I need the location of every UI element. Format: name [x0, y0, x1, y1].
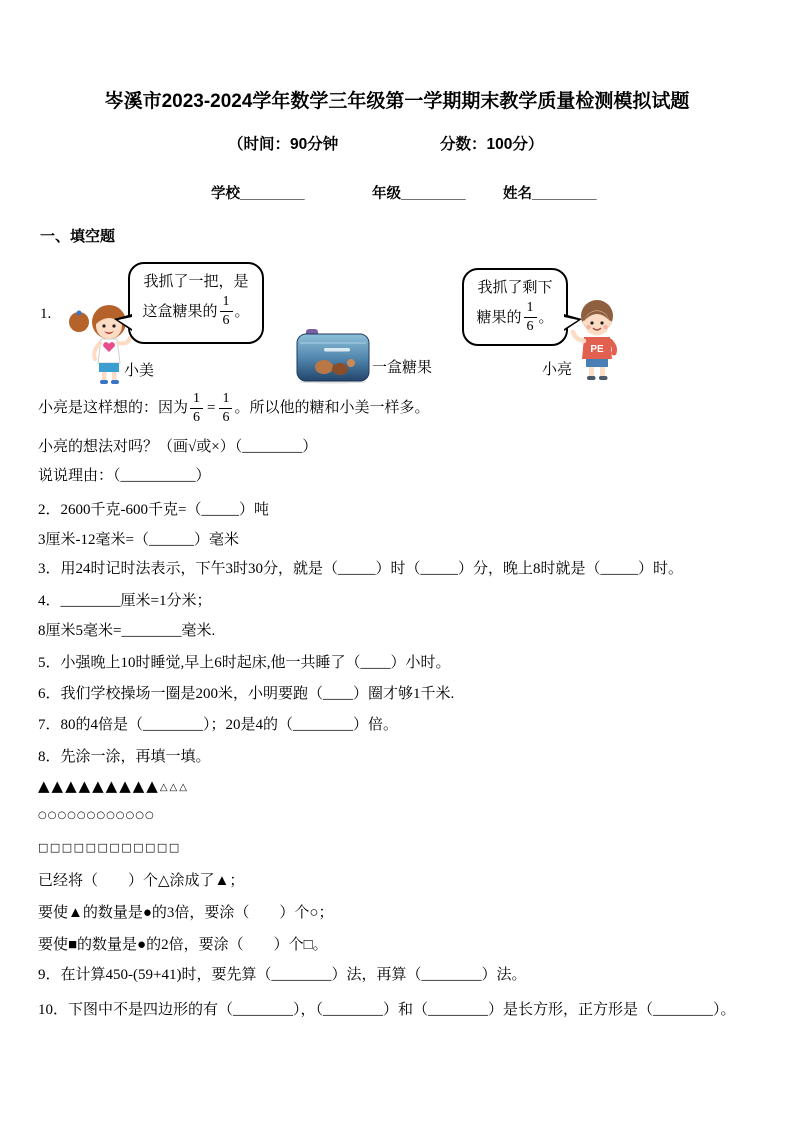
question-2-line-b: 3厘米-12毫米=（______）毫米 — [38, 532, 239, 548]
boy-speech-bubble — [462, 268, 568, 346]
total-score-label: 分数：100分） — [440, 136, 544, 153]
candy-box-caption: 一盒糖果 — [372, 360, 433, 376]
girl-bubble-line2-text: 这盒糖果的 — [142, 303, 218, 320]
square-row: □□□□□□□□□□□□ — [38, 841, 181, 854]
circle-row: ○○○○○○○○○○○○ — [38, 810, 155, 821]
boy-bubble-line1: 我抓了剩下 — [477, 280, 553, 296]
girl-name-label: 小美 — [124, 363, 155, 379]
candy-box-illustration — [294, 328, 372, 384]
question-10-line: 10．下图中不是四边形的有（________），（________）和（________）是长方形，正方形是（________）。 — [38, 1002, 736, 1018]
girl-bubble-line1: 我抓了一把，是 — [143, 274, 249, 290]
question-1-number: 1. — [40, 306, 52, 322]
question-4-line: 4．________厘米=1分米； — [38, 593, 212, 609]
name-blank-field: 姓名________ — [503, 186, 597, 202]
triangle-row — [38, 777, 189, 796]
fraction-numerator: 1 — [526, 300, 534, 315]
fraction-denominator: 6 — [190, 408, 203, 425]
question-1-ask-line: 小亮的想法对吗？（画√或×）（________） — [38, 439, 318, 455]
page-title: 岑溪市2023-2024学年数学三年级第一学期期末教学质量检测模拟试题 — [104, 91, 690, 112]
fraction-one-sixth — [220, 295, 233, 328]
question-8-square-rule-line: 要使■的数量是●的2倍，要涂（ ）个□。 — [38, 937, 328, 953]
think-post-text: 。所以他的糖和小美一样多。 — [234, 400, 430, 416]
section-heading: 一、填空题 — [40, 228, 116, 245]
question-9-line: 9．在计算450-(59+41)时，要先算（________）法，再算（________）法。 — [38, 967, 527, 983]
boy-illustration — [566, 297, 628, 384]
girl-speech-bubble — [128, 262, 264, 344]
question-4-line-b: 8厘米5毫米=________毫米. — [38, 623, 216, 639]
fraction-one-sixth — [190, 392, 203, 425]
fraction-numerator: 1 — [222, 390, 230, 406]
candy-box-image — [294, 328, 372, 384]
boy-bubble-period: 。 — [538, 309, 554, 326]
question-6-line: 6．我们学校操场一圈是200米，小明要跑（____）圈才够1千米. — [38, 686, 455, 702]
girl-bubble-period: 。 — [234, 303, 250, 320]
fraction-denominator: 6 — [219, 408, 232, 425]
time-limit-label: （时间：90分钟 — [228, 136, 339, 153]
question-3-line: 3．用24时记时法表示，下午3时30分，就是（_____）时（_____）分，晚上8时就是（_____）时。 — [38, 561, 684, 577]
question-5-line: 5．小强晚上10时睡觉,早上6时起床,他一共睡了（____）小时。 — [38, 655, 451, 671]
question-8-colored-line: 已经将（ ）个△涂成了▲； — [38, 873, 245, 889]
girl-bubble-line2 — [136, 295, 256, 328]
boy-name-label: 小亮 — [542, 362, 573, 378]
boy-bubble-line2-text: 糖果的 — [476, 309, 522, 326]
fraction-one-sixth — [524, 301, 537, 334]
school-blank-field: 学校________ — [211, 186, 305, 202]
empty-triangles: △△△ — [159, 782, 189, 793]
question-8-triangle-rule-line: 要使▲的数量是●的3倍，要涂（ ）个○； — [38, 905, 334, 921]
question-1-reason-blank: 说说理由：（__________） — [38, 468, 211, 484]
boy-cartoon — [566, 297, 628, 384]
equals-sign: = — [207, 400, 216, 416]
fraction-denominator: 6 — [524, 317, 537, 334]
question-8-line: 8．先涂一涂，再填一填。 — [38, 749, 211, 765]
think-pre-text: 小亮是这样想的：因为 — [38, 400, 189, 416]
bubble-tail-left — [114, 314, 132, 331]
question-1-reasoning-line — [38, 388, 430, 428]
fraction-numerator: 1 — [193, 390, 201, 406]
filled-triangles: ▲▲▲▲▲▲▲▲▲ — [38, 777, 160, 795]
fraction-numerator: 1 — [222, 294, 230, 309]
question-2-line: 2．2600千克-600千克=（_____）吨 — [38, 502, 269, 518]
fraction-one-sixth — [219, 392, 232, 425]
svg-text:PE: PE — [590, 344, 604, 355]
fraction-denominator: 6 — [220, 311, 233, 328]
question-7-line: 7．80的4倍是（________）；20是4的（________）倍。 — [38, 717, 399, 733]
boy-bubble-line2 — [470, 301, 560, 334]
grade-blank-field: 年级________ — [372, 186, 466, 202]
